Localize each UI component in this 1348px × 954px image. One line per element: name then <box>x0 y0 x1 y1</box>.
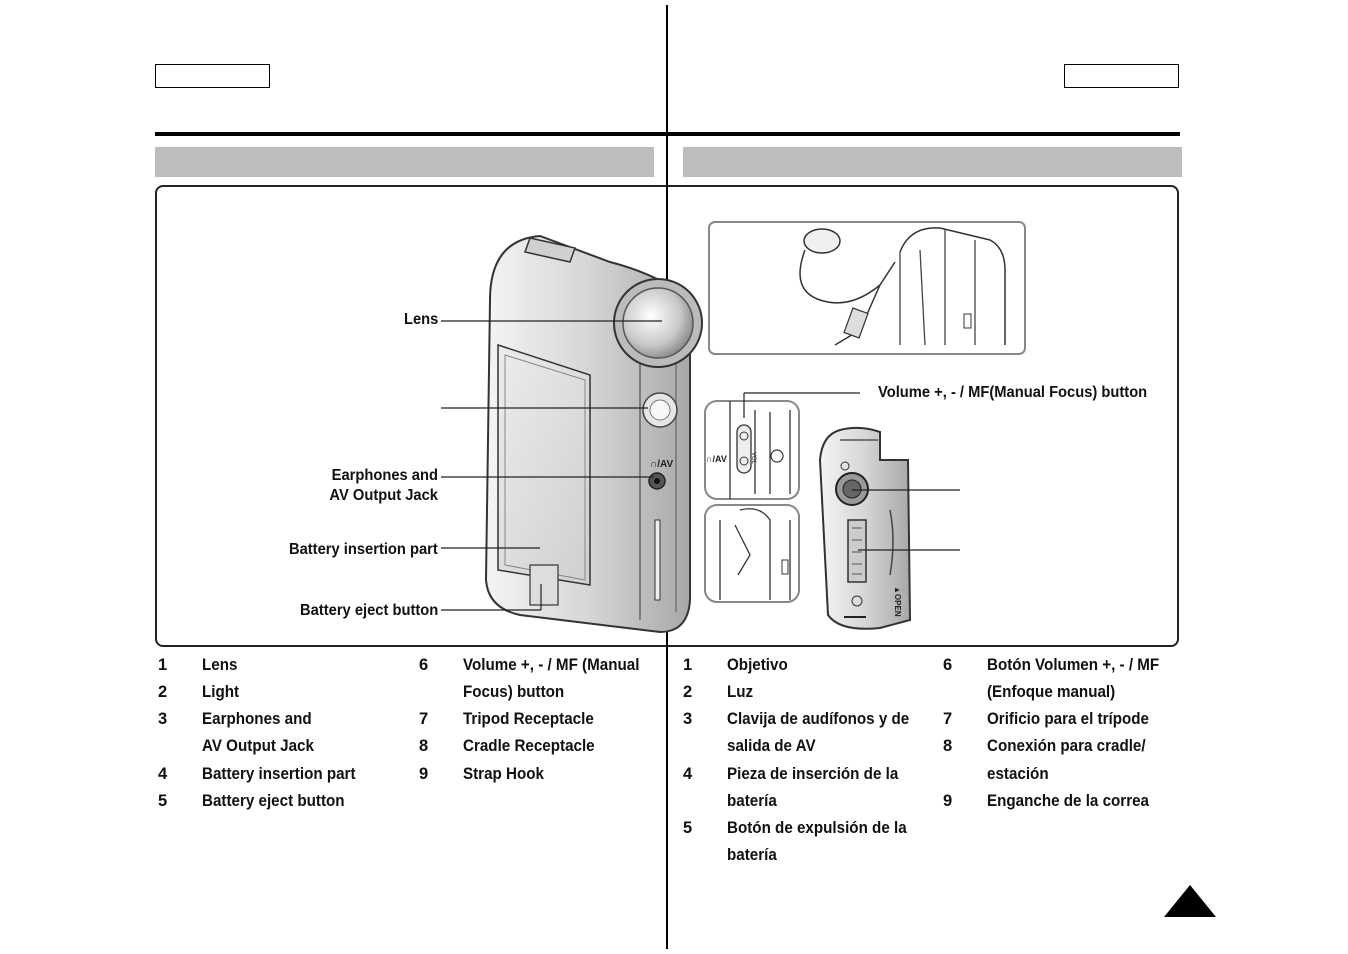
callout-battery-eject: Battery eject button <box>299 602 438 619</box>
en-num-7: 7 <box>419 710 429 728</box>
es-num-3: 3 <box>683 710 693 728</box>
triangle-up-icon[interactable] <box>1163 884 1217 918</box>
vol-label: VOL <box>750 452 756 465</box>
es-item-5a: Botón de expulsión de la <box>727 819 907 837</box>
es-item-6b: (Enfoque manual) <box>987 683 1116 701</box>
en-item-8: Cradle Receptacle <box>463 737 595 755</box>
es-item-8b: estación <box>987 765 1049 783</box>
callout-lens: Lens <box>403 311 438 328</box>
en-item-6b: Focus) button <box>463 683 565 701</box>
es-item-2: Luz <box>727 683 754 701</box>
es-item-4b: batería <box>727 792 777 810</box>
es-item-6a: Botón Volumen +, - / MF <box>987 656 1160 674</box>
en-item-6a: Volume +, - / MF (Manual <box>463 656 640 674</box>
es-num-9: 9 <box>943 792 953 810</box>
es-item-4a: Pieza de inserción de la <box>727 765 899 783</box>
en-num-3: 3 <box>158 710 168 728</box>
es-num-4: 4 <box>683 765 693 783</box>
en-item-3a: Earphones and <box>202 710 312 728</box>
es-num-5: 5 <box>683 819 693 837</box>
en-num-8: 8 <box>419 737 429 755</box>
en-item-4: Battery insertion part <box>202 765 356 783</box>
en-item-2: Light <box>202 683 240 701</box>
en-item-9: Strap Hook <box>463 765 544 783</box>
es-item-3a: Clavija de audífonos y de <box>727 710 910 728</box>
en-item-3b: AV Output Jack <box>202 737 314 755</box>
es-item-9: Enganche de la correa <box>987 792 1149 810</box>
av-label-zoom: ∩/AV <box>706 454 727 464</box>
es-item-1: Objetivo <box>727 656 788 674</box>
strap-inset <box>709 222 1025 354</box>
es-item-8a: Conexión para cradle/ <box>987 737 1146 755</box>
en-num-1: 1 <box>158 656 168 674</box>
en-num-6: 6 <box>419 656 429 674</box>
es-item-3b: salida de AV <box>727 737 816 755</box>
en-item-7: Tripod Receptacle <box>463 710 594 728</box>
volume-zoom-inset <box>705 401 799 499</box>
es-num-6: 6 <box>943 656 953 674</box>
callout-earphones <box>329 466 438 506</box>
en-num-4: 4 <box>158 765 168 783</box>
callout-earphones-line1: Earphones and <box>331 467 438 484</box>
es-num-8: 8 <box>943 737 953 755</box>
es-num-2: 2 <box>683 683 693 701</box>
callout-volume: Volume +, - / MF(Manual Focus) button <box>878 384 1148 401</box>
open-label: ▲OPEN <box>893 586 902 617</box>
en-num-2: 2 <box>158 683 168 701</box>
en-item-1: Lens <box>202 656 238 674</box>
es-num-1: 1 <box>683 656 693 674</box>
es-item-7: Orificio para el trípode <box>987 710 1149 728</box>
av-label: ∩/AV <box>650 459 674 470</box>
en-item-5: Battery eject button <box>202 792 345 810</box>
es-num-7: 7 <box>943 710 953 728</box>
en-num-9: 9 <box>419 765 429 783</box>
cradle-zoom-inset <box>705 505 799 602</box>
en-num-5: 5 <box>158 792 168 810</box>
callout-battery-insertion: Battery insertion part <box>289 541 438 558</box>
callout-earphones-line2: AV Output Jack <box>329 487 438 504</box>
es-item-5b: batería <box>727 846 777 864</box>
